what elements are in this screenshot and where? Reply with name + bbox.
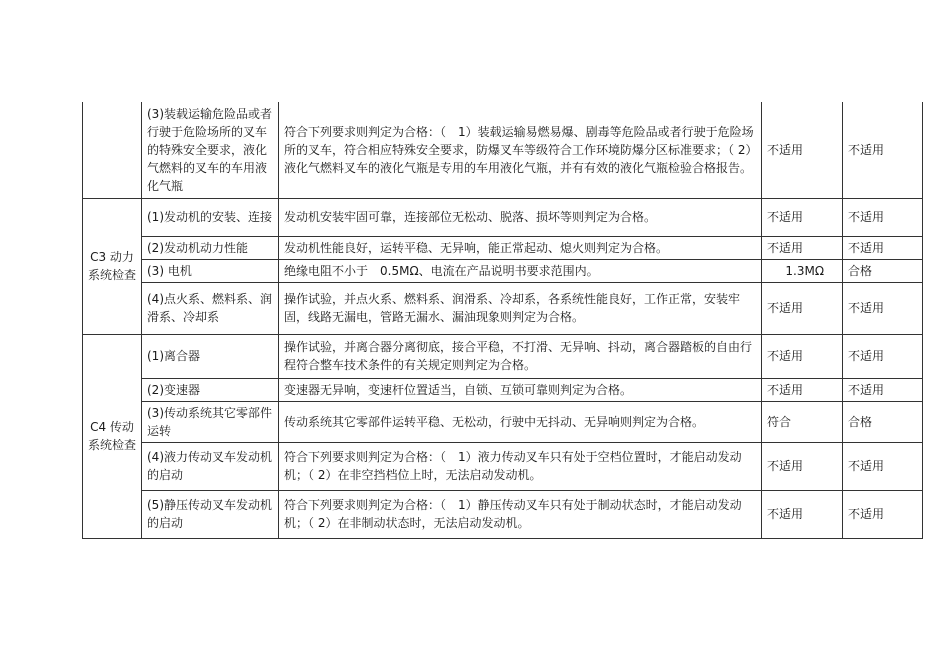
table-row [83,334,923,378]
conclusion-cell: 不适用 [843,102,923,198]
record-cell: 不适用 [762,490,843,538]
item-cell: (5)静压传动叉车发动机的启动 [142,490,279,538]
standard-cell: 符合下列要求则判定为合格：（ 1）装载运输易燃易爆、剧毒等危险品或者行驶于危险场所的叉车，符合相应特殊安全要求，防爆叉车等级符合工作环境防爆分区标准要求；（ 2）液化气燃料叉车的液化气瓶是专用的车用液化气瓶，并有有效的液化气瓶检验合格报告。 [279,102,762,198]
table-row [83,236,923,259]
conclusion-cell: 不适用 [843,490,923,538]
conclusion-cell: 不适用 [843,442,923,490]
inspection-table [82,102,923,539]
standard-cell: 变速器无异响，变速杆位置适当，自锁、互锁可靠则判定为合格。 [279,378,762,401]
item-cell: (4)液力传动叉车发动机的启动 [142,442,279,490]
standard-cell: 发动机安装牢固可靠，连接部位无松动、脱落、损坏等则判定为合格。 [279,198,762,236]
item-cell: (4)点火系、燃料系、润滑系、冷却系 [142,282,279,334]
conclusion-cell: 合格 [843,259,923,282]
item-cell: (1)发动机的安装、连接 [142,198,279,236]
standard-cell: 传动系统其它零部件运转平稳、无松动，行驶中无抖动、无异响则判定为合格。 [279,401,762,442]
category-cell [83,102,142,198]
record-cell: 不适用 [762,378,843,401]
record-cell: 不适用 [762,282,843,334]
item-cell: (2)变速器 [142,378,279,401]
record-cell: 1.3MΩ [762,259,843,282]
standard-cell: 符合下列要求则判定为合格：（ 1）液力传动叉车只有处于空档位置时，才能启动发动机；（ 2）在非空挡档位上时，无法启动发动机。 [279,442,762,490]
table-row [83,490,923,538]
conclusion-cell: 不适用 [843,198,923,236]
table-row [83,401,923,442]
table-row [83,442,923,490]
record-cell: 不适用 [762,102,843,198]
conclusion-cell: 不适用 [843,282,923,334]
category-cell: C3 动力系统检查 [83,198,142,334]
table-row [83,198,923,236]
standard-cell: 操作试验，并离合器分离彻底，接合平稳，不打滑、无异响、抖动，离合器踏板的自由行程符合整车技术条件的有关规定则判定为合格。 [279,334,762,378]
table-row [83,102,923,198]
record-cell: 符合 [762,401,843,442]
item-cell: (3) 电机 [142,259,279,282]
standard-cell: 符合下列要求则判定为合格：（ 1）静压传动叉车只有处于制动状态时，才能启动发动机；（ 2）在非制动状态时，无法启动发动机。 [279,490,762,538]
table-row [83,378,923,401]
standard-cell: 发动机性能良好，运转平稳、无异响，能正常起动、熄火则判定为合格。 [279,236,762,259]
item-cell: (2)发动机动力性能 [142,236,279,259]
conclusion-cell: 不适用 [843,334,923,378]
record-cell: 不适用 [762,236,843,259]
record-cell: 不适用 [762,198,843,236]
record-cell: 不适用 [762,442,843,490]
category-cell: C4 传动系统检查 [83,334,142,538]
item-cell: (3)装载运输危险品或者行驶于危险场所的叉车的特殊安全要求，液化气燃料的叉车的车用液化气瓶 [142,102,279,198]
conclusion-cell: 不适用 [843,236,923,259]
standard-cell: 操作试验，并点火系、燃料系、润滑系、冷却系，各系统性能良好，工作正常，安装牢固，线路无漏电，管路无漏水、漏油现象则判定为合格。 [279,282,762,334]
table-row [83,259,923,282]
standard-cell: 绝缘电阻不小于 0.5MΩ、电流在产品说明书要求范围内。 [279,259,762,282]
conclusion-cell: 合格 [843,401,923,442]
item-cell: (3)传动系统其它零部件运转 [142,401,279,442]
item-cell: (1)离合器 [142,334,279,378]
conclusion-cell: 不适用 [843,378,923,401]
table-row [83,282,923,334]
record-cell: 不适用 [762,334,843,378]
